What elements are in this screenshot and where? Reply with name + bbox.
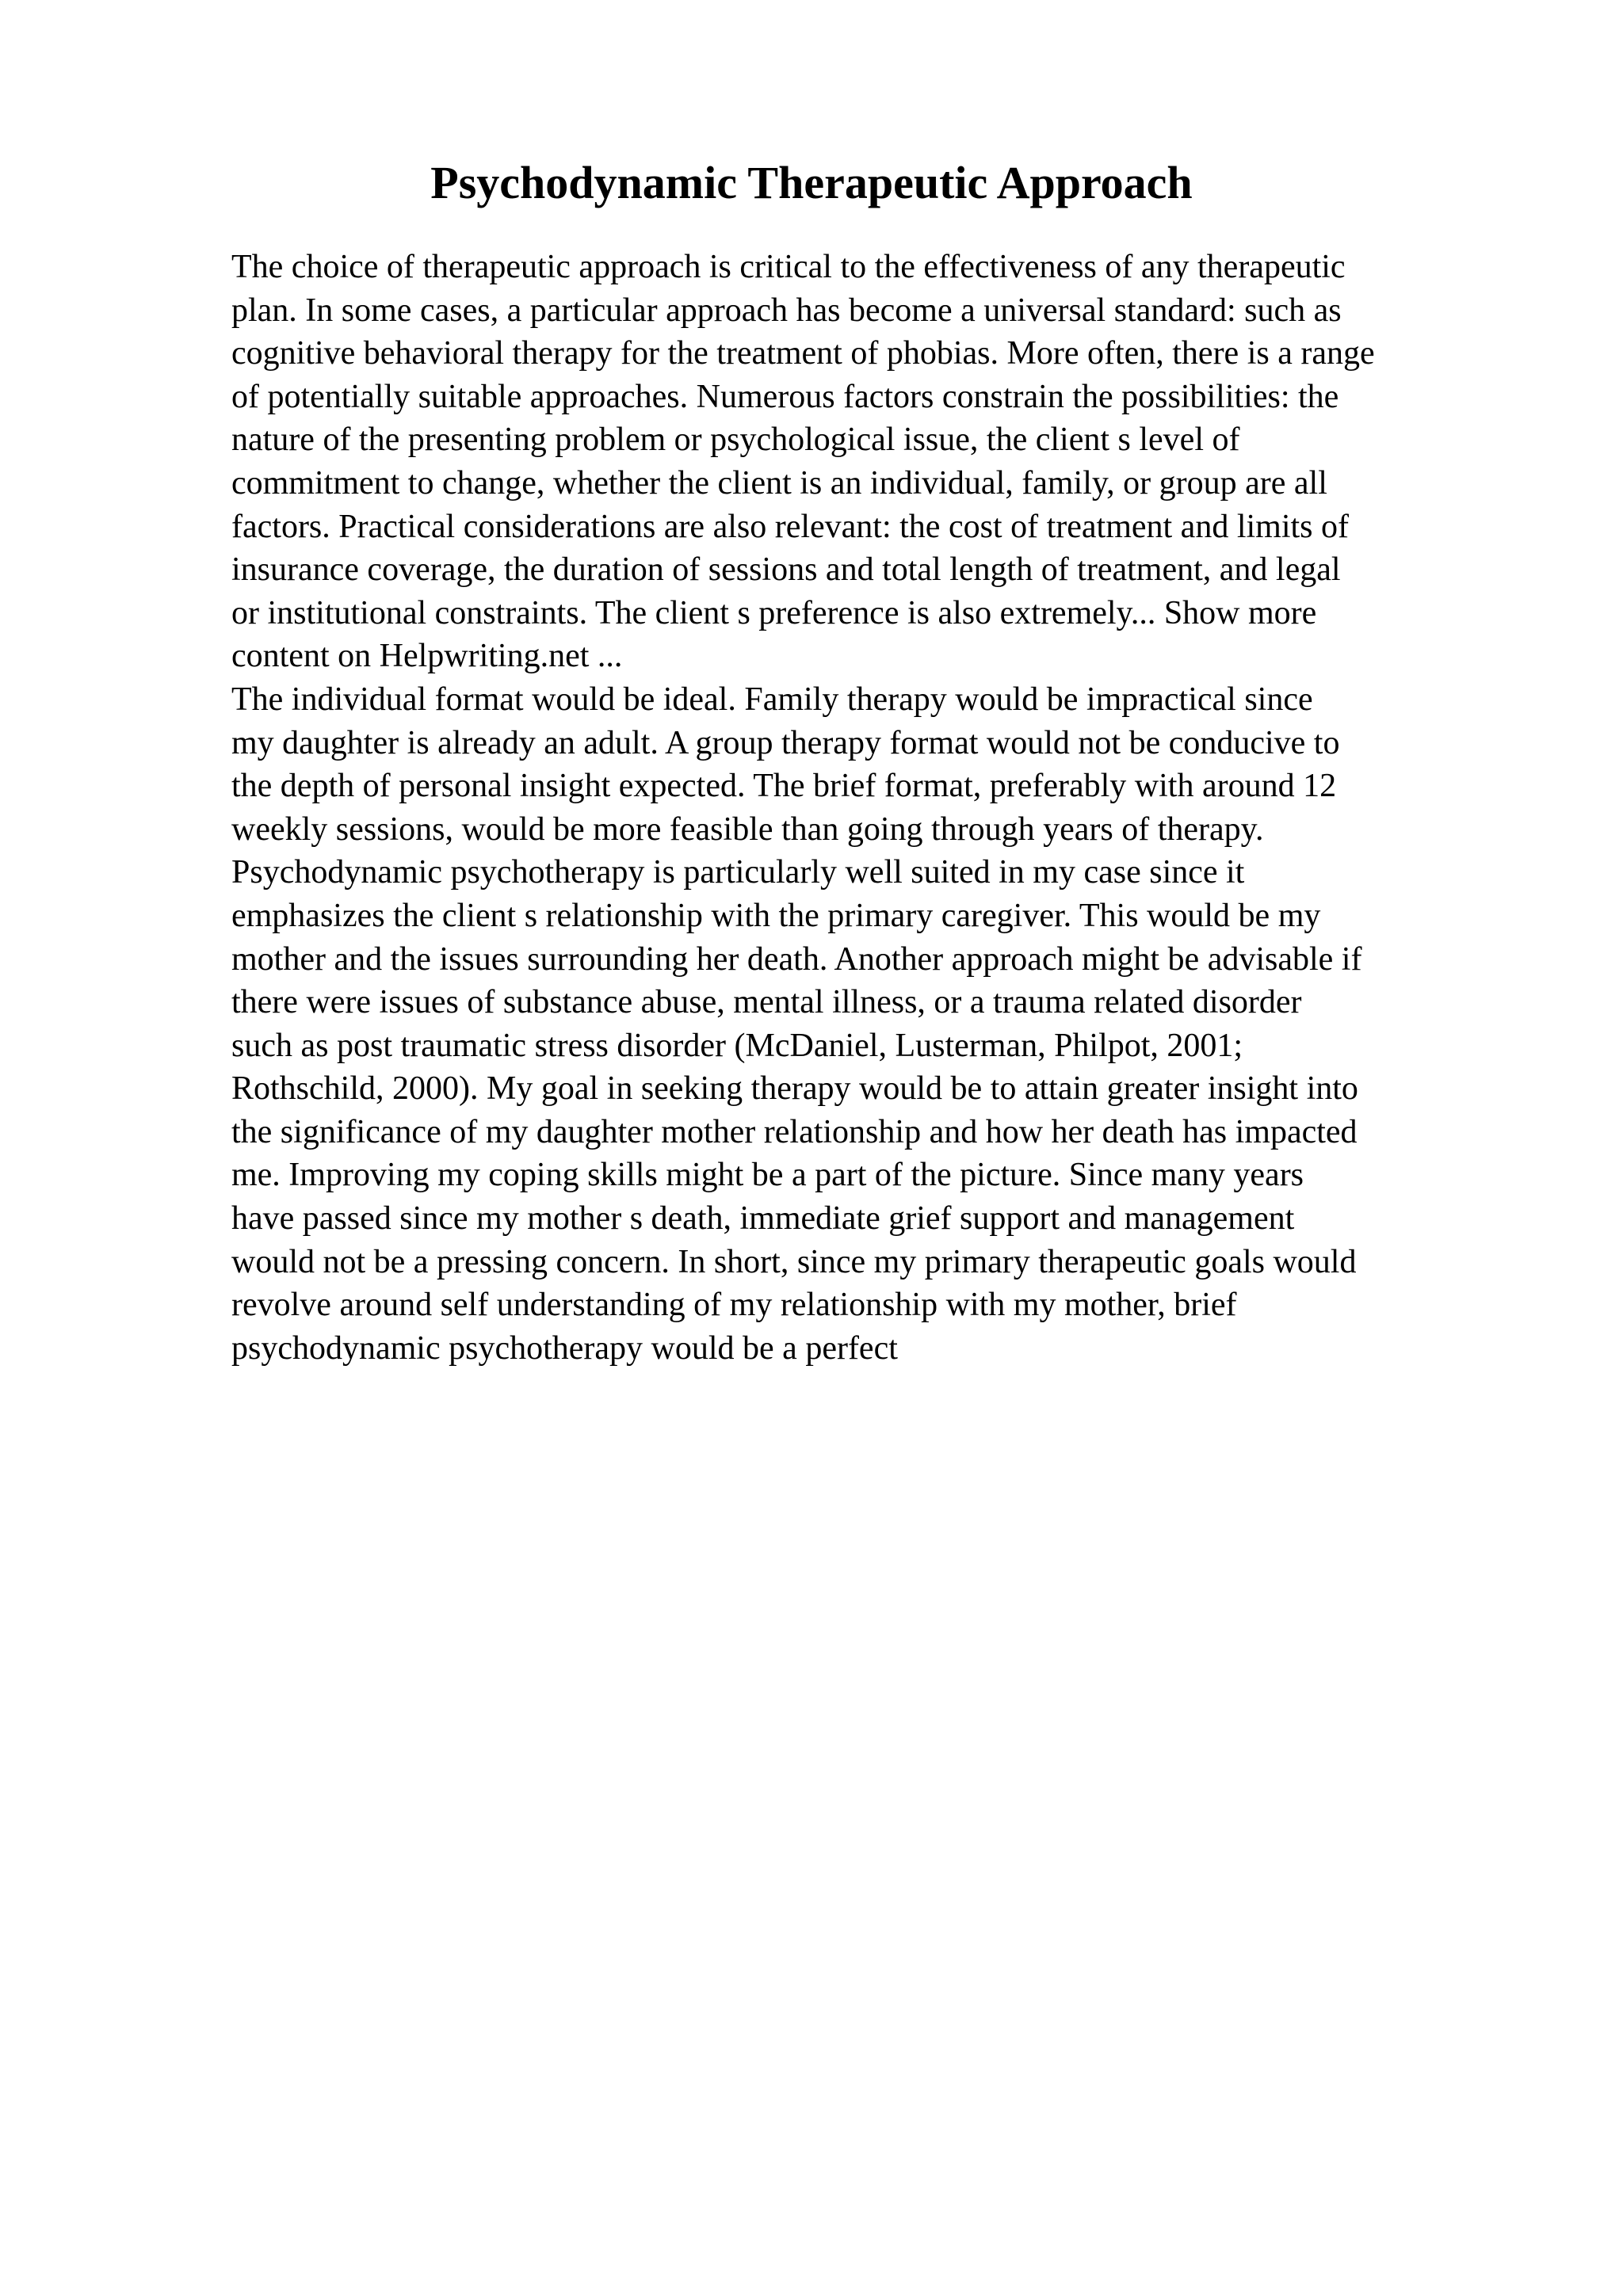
text-line: psychodynamic psychotherapy would be a perfect: [231, 1329, 898, 1367]
text-line: would not be a pressing concern. In short, since my primary therapeutic goals would: [231, 1243, 1357, 1280]
text-line: of potentially suitable approaches. Numerous factors constrain the possibilities: the: [231, 378, 1339, 415]
text-line: have passed since my mother s death, immediate grief support and management: [231, 1200, 1295, 1238]
text-line: factors. Practical considerations are also relevant: the cost of treatment and limits of: [231, 508, 1349, 545]
text-line: my daughter is already an adult. A group therapy format would not be conducive to: [231, 724, 1340, 761]
text-line: Rothschild, 2000). My goal in seeking therapy would be to attain greater insight into: [231, 1070, 1358, 1108]
text-line: or institutional constraints. The client s preference is also extremely... Show more: [231, 594, 1317, 631]
text-line: the depth of personal insight expected. The brief format, preferably with around 12: [231, 768, 1337, 805]
body-text: [231, 246, 1579, 1370]
text-line: nature of the presenting problem or psychological issue, the client s level of: [231, 421, 1240, 459]
text-line: there were issues of substance abuse, mental illness, or a trauma related disorder: [231, 984, 1302, 1021]
text-line: mother and the issues surrounding her death. Another approach might be advisable if: [231, 940, 1362, 978]
text-line: emphasizes the client s relationship with the primary caregiver. This would be my: [231, 897, 1321, 934]
text-line: the significance of my daughter mother relationship and how her death has impacted: [231, 1113, 1358, 1150]
page-title: Psychodynamic Therapeutic Approach: [430, 157, 1193, 208]
text-line: weekly sessions, would be more feasible than going through years of therapy.: [231, 810, 1264, 848]
text-line: plan. In some cases, a particular approach has become a universal standard: such as: [231, 292, 1342, 329]
text-line: such as post traumatic stress disorder (McDaniel, Lusterman, Philpot, 2001;: [231, 1027, 1243, 1064]
text-line: Psychodynamic psychotherapy is particularly well suited in my case since it: [231, 854, 1245, 891]
text-line: The choice of therapeutic approach is critical to the effectiveness of any therapeutic: [231, 249, 1346, 285]
text-line: me. Improving my coping skills might be a part of the picture. Since many years: [231, 1157, 1304, 1194]
text-line: The individual format would be ideal. Family therapy would be impractical since: [231, 681, 1313, 718]
text-line: cognitive behavioral therapy for the treatment of phobias. More often, there is a range: [231, 335, 1375, 372]
text-line: commitment to change, whether the client is an individual, family, or group are all: [231, 464, 1327, 502]
text-line: revolve around self understanding of my relationship with my mother, brief: [231, 1287, 1237, 1324]
text-line: content on Helpwriting.net ...: [231, 638, 623, 675]
text-line: insurance coverage, the duration of sessions and total length of treatment, and legal: [231, 551, 1341, 589]
